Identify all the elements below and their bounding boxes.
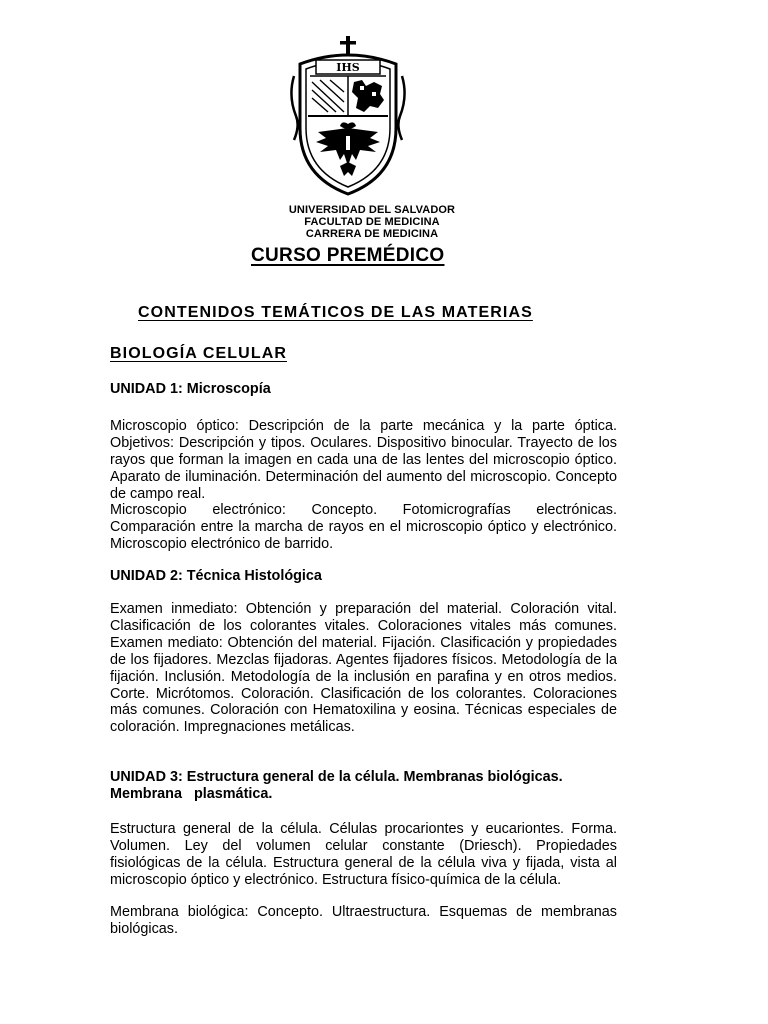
unit-3-heading-line-2: Membrana plasmática.: [110, 786, 273, 802]
unit-1-paragraph-1: Microscopio óptico: Descripción de la parte mecánica y la parte óptica. Objetivos: Descripción y tipos. Oculares. Dispositivo binocular. Trayecto de los rayos que forman la imagen en cada una de las lentes del microscopio óptico. Aparato de iluminación. Determinación del aumento del microscopio. Concepto de campo real.: [110, 418, 617, 502]
unit-3-paragraph-1: Estructura general de la célula. Células procariontes y eucariontes. Forma. Volumen. Ley del volumen celular constante (Driesch). Propiedades fisiológicas de la célula. Estructura general de la célula viva y fijada, vista al microscopio óptico y electrónico. Estructura físico-química de la célula.: [110, 821, 617, 888]
section-title: CONTENIDOS TEMÁTICOS DE LAS MATERIAS: [138, 304, 533, 321]
crest-ihs-monogram: IHS: [336, 61, 360, 74]
unit-1-heading: UNIDAD 1: Microscopía: [110, 381, 271, 397]
subject-title: BIOLOGÍA CELULAR: [110, 345, 287, 362]
university-name: UNIVERSIDAD DEL SALVADOR: [288, 204, 456, 216]
university-crest-logo: [290, 36, 406, 196]
unit-3-paragraph-2: Membrana biológica: Concepto. Ultraestructura. Esquemas de membranas biológicas.: [110, 904, 617, 937]
unit-1-paragraph-2: Microscopio electrónico: Concepto. Fotomicrografías electrónicas. Comparación entre la marcha de rayos en el microscopio óptico y electrónico. Microscopio electrónico de barrido.: [110, 502, 617, 552]
unit-2-paragraph-1: Examen inmediato: Obtención y preparación del material. Coloración vital. Clasificación de los colorantes vitales. Coloraciones vitales más comunes. Examen mediato: Obtención del material. Fijación. Clasificación y propiedades de los fijadores. Mezclas fijadoras. Agentes fijadores físicos. Metodología de la fijación. Inclusión. Metodología de la inclusión en parafina y en otros medios. Corte. Micrótomos. Coloración. Clasificación de los colorantes. Coloraciones más comunes. Coloración con Hematoxilina y eosina. Técnicas especiales de coloración. Impregnaciones metálicas.: [110, 601, 617, 736]
career-name: CARRERA DE MEDICINA: [305, 228, 439, 240]
faculty-name: FACULTAD DE MEDICINA: [304, 216, 440, 228]
unit-2-heading: UNIDAD 2: Técnica Histológica: [110, 568, 322, 584]
course-title: CURSO PREMÉDICO: [251, 245, 445, 266]
unit-3-heading: UNIDAD 3: Estructura general de la célula. Membranas biológicas.: [110, 769, 563, 785]
